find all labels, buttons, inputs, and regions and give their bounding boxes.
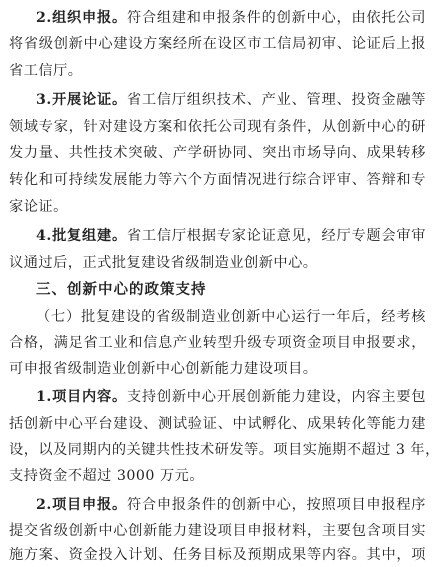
text-line: 设，以及同期内的关键共性技术研发等。项目实施期不超过 3 年， [9, 442, 440, 458]
text-line: 提交省级创新中心创新能力建设项目申报材料，主要包含项目实 [9, 523, 426, 539]
line-text: 符合组建和申报条件的创新中心，由依托公司 [126, 10, 426, 26]
line-text: 支持创新中心开展创新能力建设，内容主要包 [126, 389, 426, 405]
text-line [0, 88, 434, 112]
text-line: 支持资金不超过 3000 万元。 [9, 468, 205, 484]
item-lead: 4.批复组建。 [36, 228, 127, 244]
text-line: 省工信厅。 [9, 63, 83, 79]
text-line: 议通过后，正式批复建设省级制造业创新中心。 [9, 255, 318, 271]
text-line [0, 224, 434, 248]
item-lead: 3.开展论证。 [36, 92, 127, 108]
item-lead: 2.组织申报。 [36, 10, 127, 26]
line-text: 符合申报条件的创新中心，按照项目申报程序 [126, 497, 426, 513]
text-line [0, 385, 434, 409]
text-line: 施方案、资金投入计划、任务目标及预期成果等内容。其中，项 [9, 547, 426, 563]
line-text: 省工信厅组织技术、产业、管理、投资金融等 [126, 92, 426, 108]
item-lead: 1.项目内容。 [36, 389, 127, 405]
text-line: 领域专家，针对建设方案和依托公司现有条件，从创新中心的研 [9, 119, 426, 135]
section-heading: 三、创新中心的政策支持 [36, 282, 207, 298]
text-line: 家论证。 [9, 199, 68, 215]
text-line [0, 6, 434, 30]
text-line [0, 493, 434, 517]
text-line: 可申报省级制造业创新中心创新能力建设项目。 [9, 361, 318, 377]
text-line: 合格，满足省工业和信息产业转型升级专项资金项目申报要求， [9, 335, 426, 351]
text-line: （七）批复建设的省级制造业创新中心运行一年后，经考核 [36, 309, 426, 325]
text-line: 发力量、共性技术突破、产学研协同、突出市场导向、成果转移 [9, 145, 426, 161]
line-text: 省工信厅根据专家论证意见，经厅专题会审审 [126, 228, 426, 244]
text-line: 将省级创新中心建设方案经所在设区市工信局初审、论证后上报 [9, 36, 426, 52]
text-line: 括创新中心平台建设、测试验证、中试孵化、成果转化等能力建 [9, 416, 426, 432]
item-lead: 2.项目申报。 [36, 497, 127, 513]
text-line: 转化和可持续发展能力等六个方面情况进行综合评审、答辩和专 [9, 172, 426, 188]
